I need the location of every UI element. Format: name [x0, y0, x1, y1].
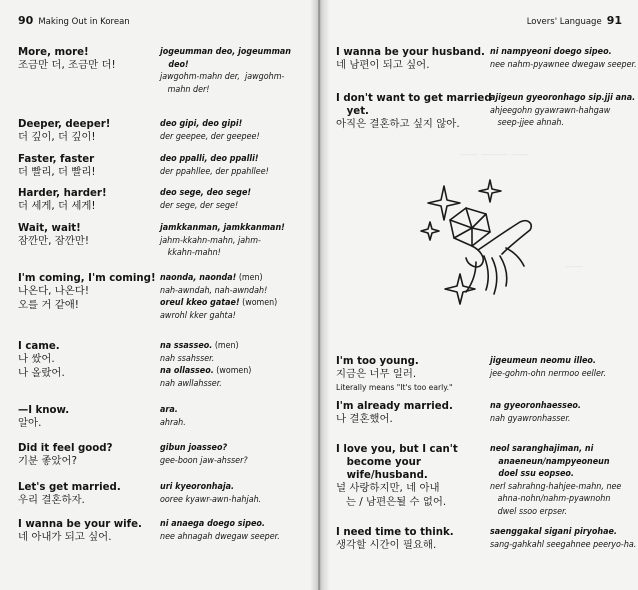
running-head-right-title: Lovers' Language: [526, 17, 602, 27]
korean-phrase: 우리 결혼하자.: [18, 494, 85, 506]
romanization-text: deo gipi, deo gipi!: [160, 119, 243, 129]
romanization-text: ahjeegohn gyawrawn-hahgaw: [490, 105, 611, 116]
romanization-text: seep-jjee ahnah.: [490, 118, 565, 129]
pronunciation-guide: [160, 84, 291, 97]
korean-phrase: 생각할 시간이 필요해.: [336, 539, 437, 551]
english-phrase: I'm too young.: [336, 356, 419, 367]
page-number-right: 91: [606, 14, 622, 27]
korean-phrase: 조금만 더, 조금만 더!: [18, 59, 116, 71]
left-page: [0, 0, 318, 590]
korean-phrase: 네 남편이 되고 싶어.: [336, 59, 430, 71]
pronunciation-guide: [160, 417, 186, 430]
english-phrase: —I know.: [18, 405, 70, 416]
pronunciation-guide: [490, 413, 581, 426]
romanization-text: sang-gahkahl seegahnee peeryo-ha.: [490, 539, 637, 550]
english-phrase: I came.: [18, 341, 60, 352]
romanization-text: nah ssahsser.: [160, 353, 215, 364]
bleed-through-text: ——: [565, 262, 583, 272]
pronunciation-guide: [160, 235, 285, 248]
romanization-text: nah-awndah, nah-awndah!: [160, 285, 268, 296]
romanization-text: jamkkanman, jamkkanman!: [160, 223, 285, 233]
hand-icon: [478, 221, 531, 254]
romanization-text: na ssasseo.: [160, 341, 213, 351]
romanization-text: deo ppalli, deo ppalli!: [160, 154, 259, 164]
phrase-entry: [336, 92, 492, 132]
phrase-entry: [18, 518, 142, 545]
korean-phrase: 알아.: [18, 417, 42, 429]
romanization-block: [490, 443, 621, 519]
phrase-entry: [336, 46, 485, 73]
pronunciation-guide: [160, 531, 280, 544]
phrase-entry: [18, 340, 65, 380]
korean-phrase: 기분 좋았어?: [18, 455, 78, 467]
pronunciation-guide: [160, 455, 248, 468]
romanization-text: nee nahm-pyawnee dwegaw seeper.: [490, 59, 637, 70]
romanization-block: [160, 404, 186, 429]
left-running-head: [18, 14, 135, 27]
phrase-entry: [18, 46, 116, 73]
romanization-text: jawgohm-mahn der, jawgohm-: [160, 72, 285, 83]
pronunciation-guide: [160, 131, 260, 144]
romanization-block: [160, 46, 291, 96]
romanized-korean: [160, 518, 280, 531]
romanized-korean: [490, 355, 606, 368]
korean-phrase: 나 올랐어.: [18, 366, 65, 379]
romanization-text: der geepee, der geepee!: [160, 131, 260, 142]
romanization-text: ara.: [160, 405, 178, 415]
gender-tag: (women): [239, 298, 278, 309]
romanization-text: ni nampyeoni doego sipeo.: [490, 47, 612, 57]
phrase-entry: [336, 443, 458, 509]
english-phrase: Faster, faster: [18, 154, 95, 165]
romanized-korean: [490, 46, 637, 59]
sparkle-icon: [479, 180, 501, 202]
pronunciation-guide: [490, 506, 621, 519]
english-phrase: Let's get married.: [18, 482, 121, 493]
romanized-korean: [490, 443, 621, 456]
romanization-block: [160, 340, 251, 390]
phrase-entry: [18, 272, 156, 312]
english-phrase: Wait, wait!: [18, 223, 81, 234]
english-phrase: I love you, but I can't: [336, 444, 458, 455]
pronunciation-guide: [490, 493, 621, 506]
romanization-text: dwel ssoo erpser.: [490, 506, 568, 517]
korean-phrase: 잠깐만, 잠깐만!: [18, 235, 89, 247]
romanization-block: [160, 481, 261, 506]
romanization-text: doel ssu eopseo.: [490, 469, 574, 480]
korean-phrase: 오를 거 같애!: [18, 298, 79, 311]
romanized-korean: [160, 481, 261, 494]
romanization-text: oreul kkeo gatae!: [160, 298, 240, 309]
romanization-block: [490, 46, 637, 71]
phrase-entry: [336, 355, 453, 393]
romanization-block: [490, 355, 606, 380]
pronunciation-guide: [160, 494, 261, 507]
phrase-entry: [336, 400, 453, 427]
romanization-block: [160, 222, 285, 260]
romanization-text: jogeumman deo, jogeumman: [160, 47, 292, 57]
romanization-text: der ppahllee, der ppahllee!: [160, 166, 269, 177]
english-phrase: I wanna be your wife.: [18, 519, 142, 530]
korean-phrase: 나온다, 나온다!: [18, 285, 89, 297]
sparkle-icon: [421, 222, 439, 240]
english-phrase: Deeper, deeper!: [18, 119, 111, 130]
pronunciation-guide: [160, 247, 285, 260]
korean-phrase: 더 빨리, 더 빨리!: [18, 166, 96, 178]
romanization-block: [490, 526, 636, 551]
romanization-text: ajigeun gyeoronhago sip.jji ana.: [490, 93, 636, 103]
romanization-text: naonda, naonda!: [160, 273, 237, 283]
romanization-block: [160, 272, 277, 322]
romanization-text: mahn der!: [160, 84, 210, 95]
pronunciation-guide: [160, 285, 277, 298]
romanization-block: [490, 92, 635, 130]
romanization-text: ahrah.: [160, 417, 186, 428]
romanization-block: [490, 400, 581, 425]
pronunciation-guide: [160, 310, 277, 323]
pronunciation-guide: [160, 200, 251, 213]
pronunciation-guide: [490, 539, 636, 552]
romanization-text: awrohl kker gahta!: [160, 310, 236, 321]
romanization-text: saenggakal sigani piryohae.: [490, 527, 617, 537]
korean-phrase: 아직은 결혼하고 싶지 않아.: [336, 118, 460, 130]
romanization-text: deo!: [160, 59, 189, 70]
korean-phrase: 나 결혼했어.: [336, 413, 393, 425]
english-phrase: I don't want to get married: [336, 93, 492, 104]
phrase-entry: [18, 222, 89, 249]
romanization-text: gibun joasseo?: [160, 443, 228, 453]
romanized-korean: [160, 272, 277, 285]
romanization-text: ahna-nohn/nahm-pyawnohn: [490, 494, 611, 505]
romanization-text: ooree kyawr-awn-hahjah.: [160, 494, 262, 505]
romanization-text: gee-boon jaw-ahsser?: [160, 455, 248, 466]
korean-phrase: 네 아내가 되고 싶어.: [18, 531, 112, 543]
romanized-korean: [160, 297, 277, 310]
korean-phrase: 더 깊이, 더 깊이!: [18, 131, 96, 143]
diamond-ring-hand-illustration: [420, 178, 540, 308]
gender-tag: (women): [213, 366, 252, 377]
bleed-through-text: —— ——— ——: [460, 150, 529, 160]
romanization-text: deo sege, deo sege!: [160, 188, 252, 198]
english-phrase: yet.: [336, 106, 369, 117]
pronunciation-guide: [490, 117, 635, 130]
pronunciation-guide: [160, 71, 291, 84]
phrase-entry: [18, 404, 69, 431]
sparkle-icon: [428, 186, 460, 220]
romanized-korean: [160, 340, 251, 353]
korean-phrase: 더 세게, 더 세게!: [18, 200, 96, 212]
romanization-block: [160, 442, 248, 467]
english-phrase: I'm coming, I'm coming!: [18, 273, 156, 284]
pronunciation-guide: [490, 105, 635, 118]
pronunciation-guide: [160, 378, 251, 391]
literal-meaning-note: Literally means "It's too early.": [336, 382, 453, 392]
romanized-korean: [490, 468, 621, 481]
phrase-entry: [18, 118, 110, 145]
romanization-block: [160, 118, 260, 143]
book-gutter: [310, 0, 330, 590]
romanization-text: jigeumeun neomu illeo.: [490, 356, 596, 366]
phrase-entry: [18, 442, 112, 469]
romanized-korean: [160, 153, 269, 166]
romanized-korean: [490, 400, 581, 413]
romanized-korean: [160, 118, 260, 131]
romanization-text: ni anaega doego sipeo.: [160, 519, 265, 529]
english-phrase: become your: [336, 457, 421, 468]
romanization-text: jee-gohm-ohn nermoo eeller.: [490, 368, 607, 379]
pronunciation-guide: [490, 481, 621, 494]
romanized-korean: [490, 456, 621, 469]
english-phrase: wife/husband.: [336, 470, 428, 481]
romanization-text: anaeneun/nampyeoneun: [490, 456, 610, 467]
korean-phrase: 널 사랑하지만, 네 아내: [336, 482, 440, 494]
pronunciation-guide: [160, 166, 269, 179]
romanization-text: nah gyawronhasser.: [490, 413, 571, 424]
romanization-block: [160, 518, 280, 543]
korean-phrase: 지금은 너무 일러.: [336, 368, 417, 380]
romanized-korean: [160, 222, 285, 235]
romanized-korean: [490, 92, 635, 105]
korean-phrase: 나 쌌어.: [18, 353, 55, 365]
pronunciation-guide: [160, 353, 251, 366]
romanized-korean: [160, 442, 248, 455]
right-running-head: [522, 14, 622, 27]
romanization-text: kkahn-mahn!: [160, 248, 221, 259]
romanization-text: nah awllahsser.: [160, 378, 222, 389]
romanized-korean: [160, 59, 291, 72]
english-phrase: I need time to think.: [336, 527, 454, 538]
romanization-text: der sege, der sege!: [160, 200, 239, 211]
english-phrase: Did it feel good?: [18, 443, 113, 454]
romanized-korean: [160, 46, 291, 59]
romanization-block: [160, 187, 251, 212]
romanized-korean: [160, 404, 186, 417]
english-phrase: I wanna be your husband.: [336, 47, 485, 58]
romanization-text: na ollasseo.: [160, 366, 214, 377]
gender-tag: (men): [236, 273, 263, 283]
romanized-korean: [490, 526, 636, 539]
romanization-text: neol saranghajiman, ni: [490, 444, 594, 454]
pronunciation-guide: [490, 59, 637, 72]
pronunciation-guide: [490, 368, 606, 381]
english-phrase: More, more!: [18, 47, 89, 58]
running-head-left-title: Making Out in Korean: [38, 17, 130, 27]
sparkle-icon: [445, 274, 475, 304]
romanized-korean: [160, 365, 251, 378]
right-page: [320, 0, 638, 590]
english-phrase: Harder, harder!: [18, 188, 107, 199]
page-number-left: 90: [18, 14, 34, 27]
romanization-text: na gyeoronhaesseo.: [490, 401, 581, 411]
phrase-entry: [18, 153, 96, 180]
phrase-entry: [18, 187, 107, 214]
romanization-text: nee ahnagah dwegaw seeper.: [160, 531, 280, 542]
phrase-entry: [336, 526, 454, 553]
romanized-korean: [160, 187, 251, 200]
korean-phrase: 는 / 남편은될 수 없어.: [336, 495, 447, 508]
romanization-text: jahm-kkahn-mahn, jahm-: [160, 235, 261, 246]
gender-tag: (men): [212, 341, 239, 351]
romanization-text: nerl sahrahng-hahjee-mahn, nee: [490, 481, 622, 492]
phrase-entry: [18, 481, 121, 508]
romanization-text: uri kyeoronhaja.: [160, 482, 235, 492]
romanization-block: [160, 153, 269, 178]
english-phrase: I'm already married.: [336, 401, 453, 412]
